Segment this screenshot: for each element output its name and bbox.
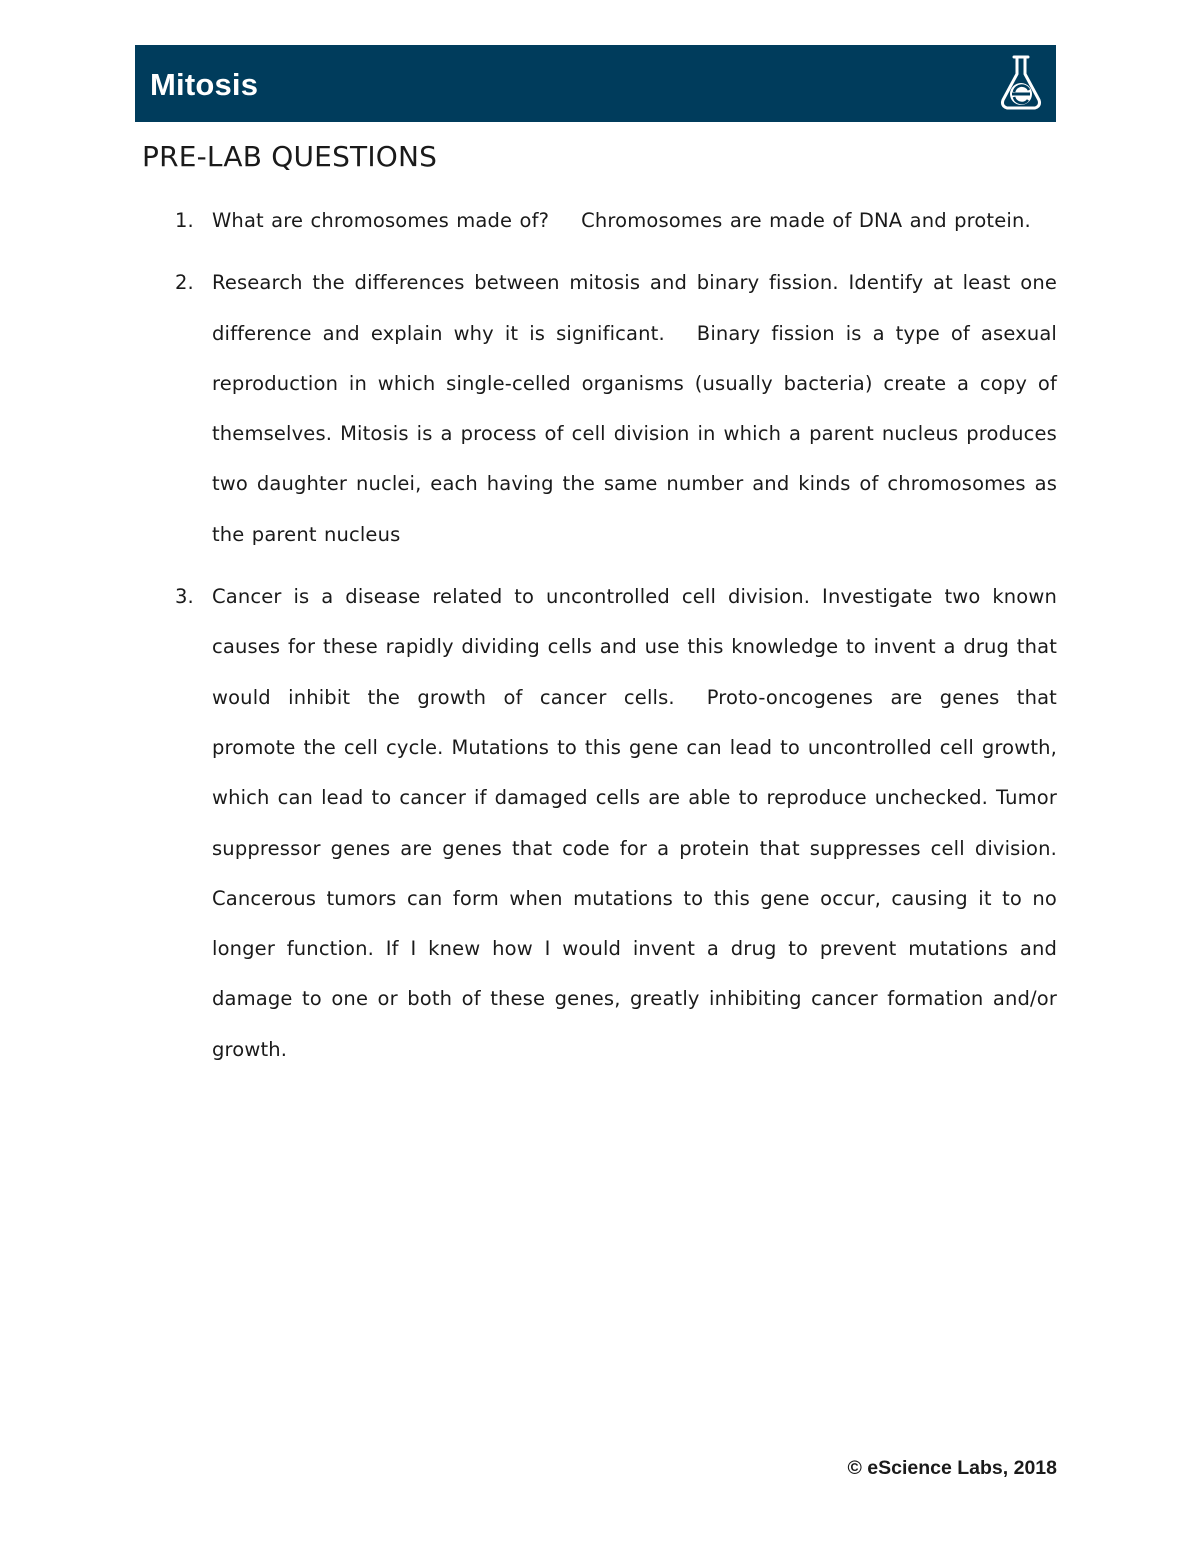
question-number: 2.: [175, 271, 194, 295]
copyright-footer: © eScience Labs, 2018: [847, 1457, 1057, 1479]
question-text: What are chromosomes made of?: [212, 209, 550, 232]
answer-text: Proto-oncogenes are genes that promote the cell cycle. Mutations to this gene can lead to uncontrolled cell growth, which can lead to cancer if damaged cells are able to reproduce unchecked. Tumor suppressor genes are genes that code for a protein that suppresses cell division. Cancerous tumors can form when mutations to this gene occur, causing it to no longer function. If I knew how I would invent a drug to prevent mutations and damage to one or both of these genes, greatly inhibiting cancer formation and/or growth.: [212, 685, 1057, 1061]
answer-text: Binary fission is a type of asexual reproduction in which single-celled organisms (usually bacteria) create a copy of themselves. Mitosis is a process of cell division in which a parent nucleus produces two daughter nuclei, each having the same number and kinds of chromosomes as the parent nucleus: [212, 321, 1058, 546]
answer-text: Chromosomes are made of DNA and protein.: [581, 209, 1031, 232]
question-number: 1.: [175, 209, 194, 232]
question-number: 3.: [175, 585, 194, 609]
question-text: Cancer is a disease related to uncontrolled cell division. Investigate two known causes for these rapidly dividing cells and use this knowledge to invent a drug that would inhibit the growth of cancer cells.: [212, 585, 1057, 709]
header-bar: [135, 45, 1056, 122]
section-heading: PRE-LAB QUESTIONS: [142, 140, 438, 173]
question-item: [175, 258, 1057, 560]
document-title: Mitosis: [150, 66, 259, 102]
question-list: [175, 196, 1057, 1087]
question-item: [175, 572, 1057, 1075]
question-item: [175, 196, 1057, 246]
flask-e-logo-icon: [998, 54, 1044, 114]
question-text: Research the differences between mitosis and binary fission. Identify at least one difference and explain why it is significant.: [212, 271, 1057, 345]
